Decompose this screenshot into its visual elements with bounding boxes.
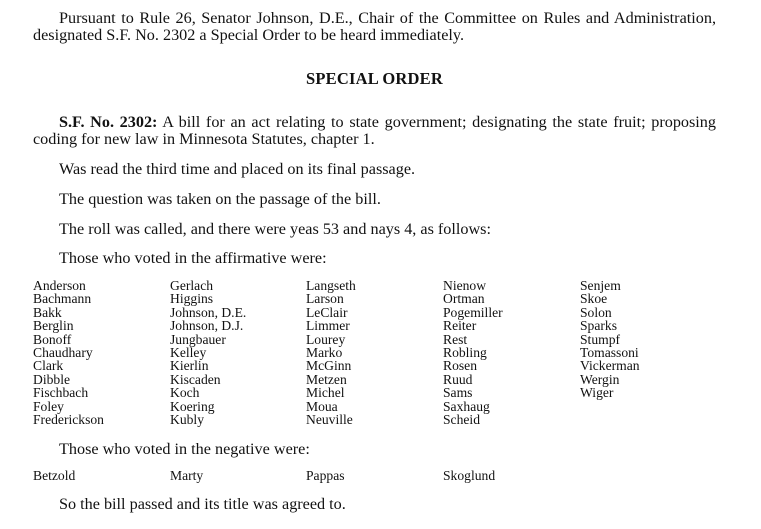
yeas-column-5 (580, 279, 640, 400)
yea-name: Fischbach (33, 385, 89, 401)
yeas-column-1 (33, 279, 104, 426)
nays-column-2 (170, 469, 203, 482)
yea-name: Bakk (33, 304, 62, 320)
third-reading-line: Was read the third time and placed on its final passage. (59, 160, 416, 178)
yea-name: Koering (170, 398, 215, 414)
yea-name: Johnson, D.J. (170, 318, 244, 334)
yea-name: Bonoff (33, 331, 72, 347)
yea-name: Solon (580, 304, 612, 320)
yea-name: Nienow (443, 278, 487, 293)
nays-column-4 (443, 469, 495, 482)
nay-name: Marty (170, 468, 204, 483)
yea-name: Chaudhary (33, 345, 93, 361)
bill-paragraph (33, 114, 716, 148)
yea-name: Scheid (443, 412, 480, 428)
yeas-column-3 (306, 279, 356, 426)
yea-name: Robling (443, 345, 487, 361)
yea-name: Wergin (580, 371, 620, 387)
yea-name: Bachmann (33, 291, 92, 307)
yea-name: Pogemiller (443, 304, 503, 320)
yea-name: Jungbauer (170, 331, 226, 347)
yea-name: Foley (33, 398, 64, 414)
yea-name: Michel (306, 385, 345, 401)
yeas-column-2 (170, 279, 246, 426)
yea-name: Kubly (170, 412, 204, 428)
nay-name: Betzold (33, 468, 76, 483)
yea-name: Reiter (443, 318, 477, 334)
yea-name: Sparks (580, 318, 618, 334)
yea-name: Tomassoni (580, 345, 639, 361)
bill-description: A bill for an act relating to state government; designating the state fruit; proposing coding for new law in Minnesota Statutes, chapter 1. (33, 113, 716, 148)
yea-name: Sams (443, 385, 473, 401)
yea-name: Anderson (33, 278, 86, 293)
yea-name: Stumpf (580, 331, 621, 347)
yea-name: LeClair (306, 304, 348, 320)
yea-name: Kierlin (170, 358, 209, 374)
yea-name: Senjem (580, 278, 621, 293)
yeas-column-4 (443, 279, 503, 426)
yea-name: Higgins (170, 291, 214, 307)
yea-name: Dibble (33, 371, 70, 387)
yea-name: Lourey (306, 331, 346, 347)
nays-column-1 (33, 469, 75, 482)
yea-name: Moua (306, 398, 338, 414)
yea-name: McGinn (306, 358, 352, 374)
nay-name: Pappas (306, 468, 345, 483)
yea-name: Skoe (580, 291, 608, 307)
yea-name: Saxhaug (443, 398, 490, 414)
negative-intro: Those who voted in the negative were: (59, 440, 310, 458)
yea-name: Rosen (443, 358, 477, 374)
nays-column-3 (306, 469, 345, 482)
conclusion-line: So the bill passed and its title was agreed to. (59, 495, 346, 513)
yea-name: Ortman (443, 291, 485, 307)
yea-name: Vickerman (580, 358, 640, 374)
yea-name: Neuville (306, 412, 353, 428)
question-line: The question was taken on the passage of the bill. (59, 190, 381, 208)
yea-name: Marko (306, 345, 343, 361)
section-heading: SPECIAL ORDER (306, 69, 443, 88)
roll-call-line: The roll was called, and there were yeas 53 and nays 4, as follows: (59, 220, 491, 238)
nay-name: Skoglund (443, 468, 496, 483)
yea-name: Ruud (443, 371, 473, 387)
yea-name: Langseth (306, 278, 356, 293)
yea-name: Gerlach (170, 278, 214, 293)
intro-paragraph: Pursuant to Rule 26, Senator Johnson, D.E., Chair of the Committee on Rules and Administration, designated S.F. No. 2302 a Special Order to be heard immediately. (33, 9, 716, 44)
affirmative-intro: Those who voted in the affirmative were: (59, 249, 327, 267)
yea-name: Clark (33, 358, 64, 374)
yea-name: Kiscaden (170, 371, 221, 387)
yea-name: Johnson, D.E. (170, 304, 247, 320)
yea-name: Berglin (33, 318, 74, 334)
yea-name: Frederickson (33, 412, 104, 428)
bill-number: S.F. No. 2302: (59, 113, 158, 131)
yea-name: Larson (306, 291, 344, 307)
yea-name: Rest (443, 331, 468, 347)
yea-name: Wiger (580, 385, 614, 401)
yea-name: Kelley (170, 345, 207, 361)
yea-name: Metzen (306, 371, 347, 387)
yea-name: Limmer (306, 318, 350, 334)
yea-name: Koch (170, 385, 200, 401)
